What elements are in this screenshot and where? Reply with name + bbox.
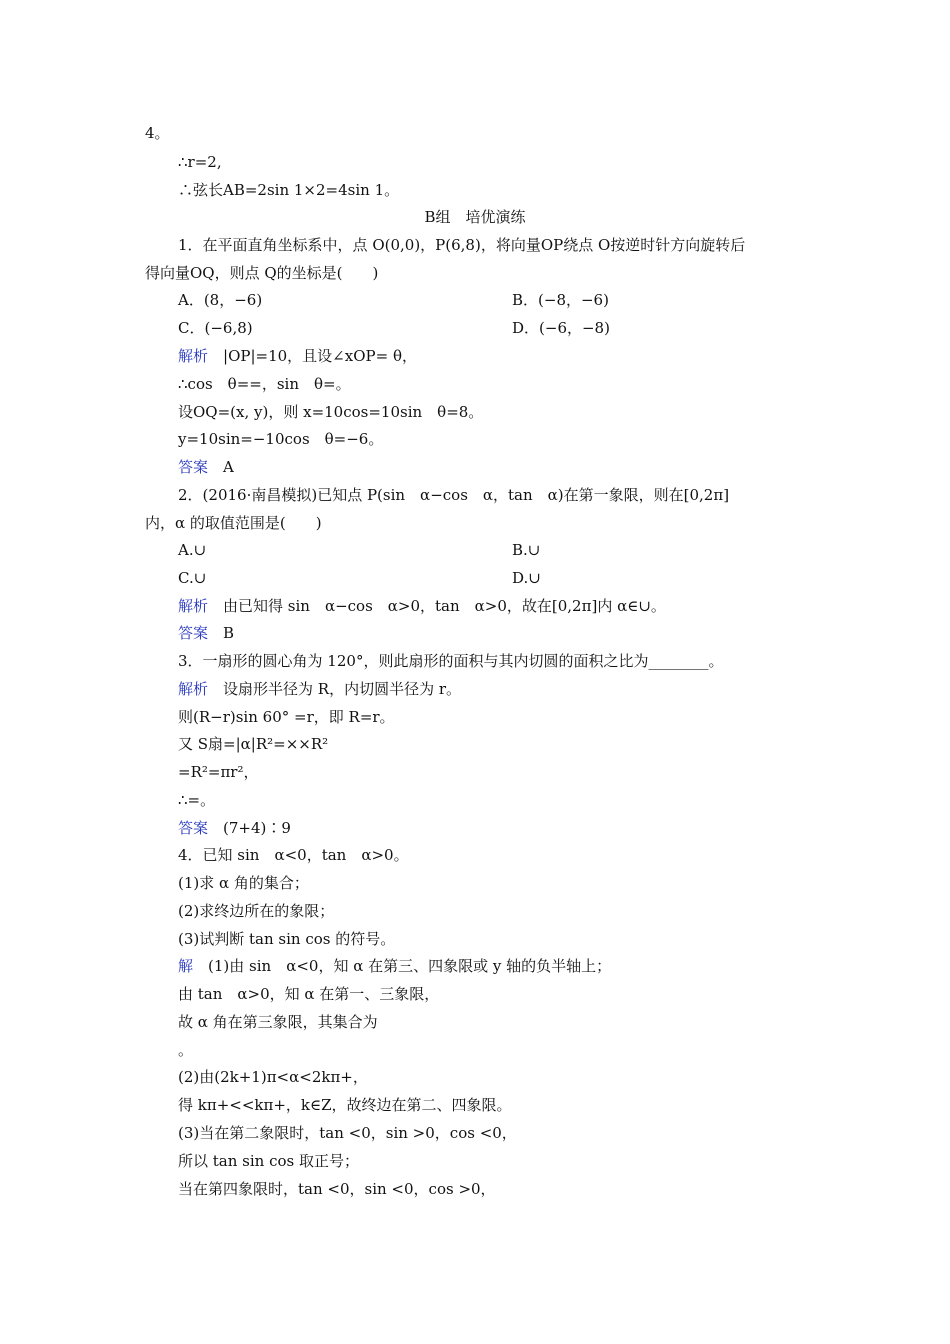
text-line: 又 S扇=|α|R²=××R² <box>178 735 329 753</box>
analysis-text: |OP|=10，且设∠xOP= θ， <box>223 347 417 365</box>
option-b: B.∪ <box>512 541 541 559</box>
option-a: A．(8，−6) <box>178 291 263 309</box>
text-line: 由 tan α>0，知 α 在第一、三象限， <box>178 985 440 1003</box>
text-line: (2)由(2k+1)π<α<2kπ+， <box>178 1068 368 1086</box>
text-line: 所以 tan sin cos 取正号； <box>178 1152 359 1170</box>
answer-text: (7+4)∶9 <box>223 819 291 837</box>
text-line: (3)试判断 tan sin cos 的符号。 <box>178 930 396 948</box>
text-line: 内，α 的取值范围是( ) <box>145 514 322 532</box>
question-3: 3．一扇形的圆心角为 120°，则此扇形的面积与其内切圆的面积之比为________。 <box>178 652 724 670</box>
text-line: 4。 <box>145 124 170 142</box>
text-line: y=10sin=−10cos θ=−6。 <box>178 430 384 448</box>
analysis-label: 解析 <box>178 680 209 698</box>
text-line: ∴cos θ==，sin θ=。 <box>178 375 351 393</box>
analysis-text: 设扇形半径为 R，内切圆半径为 r。 <box>223 680 462 698</box>
text-line: 当在第四象限时，tan <0，sin <0，cos >0， <box>178 1180 496 1198</box>
text-line: ∴r=2, <box>178 153 222 171</box>
solution-line <box>178 956 611 976</box>
text-line: 设OQ=(x, y)，则 x=10cos=10sin θ=8。 <box>178 403 484 421</box>
option-a: A.∪ <box>178 541 207 559</box>
answer-label: 答案 <box>178 458 209 476</box>
answer-label: 答案 <box>178 624 209 642</box>
answer-text: B <box>223 624 235 642</box>
analysis-label: 解析 <box>178 347 209 365</box>
text-line: =R²=πr²， <box>178 763 259 781</box>
question-4: 4．已知 sin α<0，tan α>0。 <box>178 846 409 864</box>
option-d: D．(−6，−8) <box>512 319 610 337</box>
text-line: ∴=。 <box>178 791 216 809</box>
analysis-label: 解析 <box>178 597 209 615</box>
answer-line <box>178 623 234 643</box>
option-b: B．(−8，−6) <box>512 291 609 309</box>
text-line: (3)当在第二象限时，tan <0，sin >0，cos <0， <box>178 1124 517 1142</box>
question-1: 1．在平面直角坐标系中，点 O(0,0)，P(6,8)，将向量OP绕点 O按逆时针方向旋转后 <box>178 236 746 254</box>
section-heading: B组 培优演练 <box>424 208 526 226</box>
answer-text: A <box>223 458 234 476</box>
text-line: 得向量OQ，则点 Q的坐标是( ) <box>145 264 379 282</box>
question-2: 2．(2016·南昌模拟)已知点 P(sin α−cos α，tan α)在第一象限，则在[0,2π] <box>178 486 730 504</box>
solution-label: 解 <box>178 957 194 975</box>
text-line: (2)求终边所在的象限； <box>178 902 335 920</box>
solution-text: (1)由 sin α<0，知 α 在第三、四象限或 y 轴的负半轴上； <box>208 957 612 975</box>
option-c: C.∪ <box>178 569 207 587</box>
analysis-line <box>178 596 666 616</box>
text-line: 得 kπ+<<kπ+，k∈Z，故终边在第二、四象限。 <box>178 1096 512 1114</box>
text-line: 故 α 角在第三象限，其集合为 <box>178 1013 378 1031</box>
text-line: (1)求 α 角的集合； <box>178 874 309 892</box>
analysis-line <box>178 679 461 699</box>
text-line: ∴弦长AB=2sin 1×2=4sin 1。 <box>178 181 400 199</box>
answer-label: 答案 <box>178 819 209 837</box>
answer-line <box>178 457 234 477</box>
text-line: 。 <box>178 1041 194 1059</box>
analysis-text: 由已知得 sin α−cos α>0，tan α>0，故在[0,2π]内 α∈∪。 <box>223 597 666 615</box>
answer-line <box>178 818 291 838</box>
analysis-line <box>178 346 417 366</box>
text-line: 则(R−r)sin 60° =r，即 R=r。 <box>178 708 395 726</box>
option-d: D.∪ <box>512 569 541 587</box>
option-c: C．(−6,8) <box>178 319 253 337</box>
